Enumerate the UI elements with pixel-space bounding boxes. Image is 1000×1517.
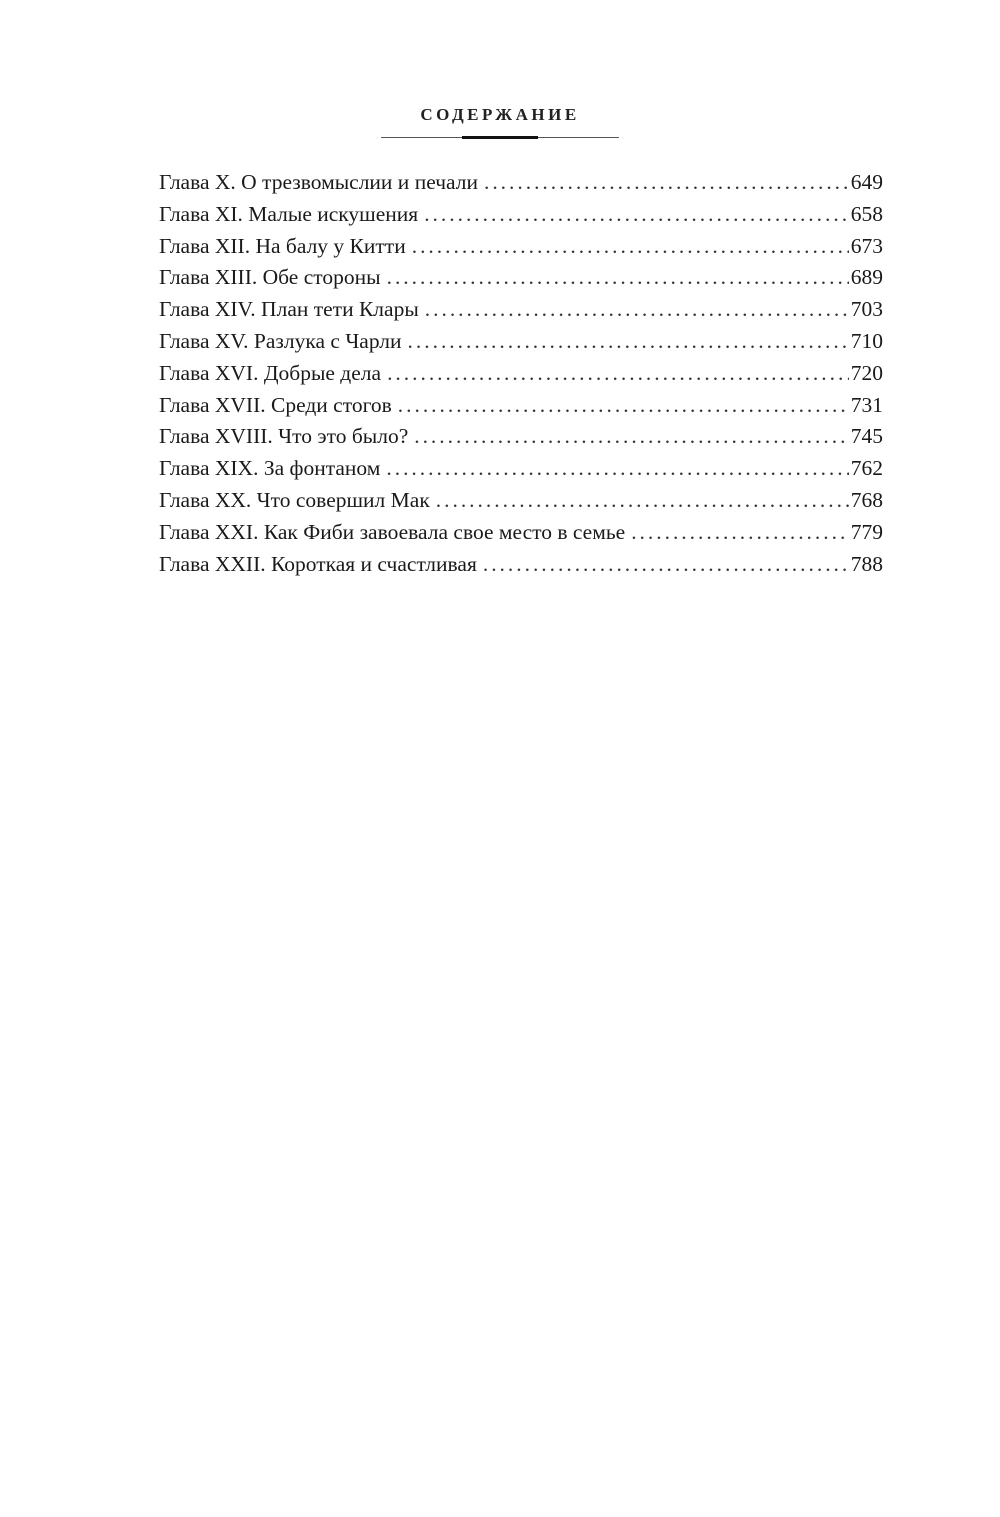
toc-entry-title: Глава XIV. План тети Клары — [159, 297, 419, 322]
toc-entry-title: Глава X. О трезвомыслии и печали — [159, 170, 478, 194]
toc-entry-chapter-13[interactable] — [159, 262, 883, 294]
toc-dot-leader — [398, 390, 849, 422]
toc-entry-chapter-21[interactable] — [159, 517, 883, 549]
toc-entry-page: 703 — [850, 297, 883, 322]
toc-dot-leader — [387, 358, 849, 390]
toc-entry-chapter-12[interactable] — [159, 231, 883, 263]
toc-entry-chapter-20[interactable] — [159, 485, 883, 517]
page-title: СОДЕРЖАНИЕ — [420, 105, 580, 124]
toc-entry-page: 720 — [850, 360, 883, 385]
toc-dot-leader — [483, 549, 849, 581]
toc-dot-leader — [408, 326, 849, 358]
toc-entry-title: Глава XXII. Короткая и счастливая — [159, 551, 477, 576]
toc-dot-leader — [424, 199, 849, 231]
toc-entry-title: Глава XXI. Как Фиби завоевала свое место в семье — [159, 519, 626, 544]
toc-entry-title: Глава XIII. Обе стороны — [159, 265, 381, 290]
toc-entry-page: 745 — [850, 424, 883, 449]
toc-dot-leader — [386, 453, 848, 485]
toc-dot-leader — [425, 294, 849, 326]
toc-entry-page: 762 — [850, 456, 883, 481]
toc-entry-chapter-10[interactable] — [159, 167, 883, 199]
toc-entry-page: 731 — [850, 392, 883, 417]
toc-dot-leader — [387, 262, 849, 294]
heading-divider-accent — [462, 136, 538, 139]
toc-entry-page: 649 — [850, 170, 883, 194]
toc-entry-page: 779 — [850, 519, 883, 544]
toc-dot-leader — [436, 485, 849, 517]
toc-entry-page: 768 — [850, 487, 883, 512]
toc-entry-page: 689 — [850, 265, 883, 290]
toc-entry-title: Глава XX. Что совершил Мак — [159, 487, 430, 512]
toc-entry-title: Глава XVIII. Что это было? — [159, 424, 409, 449]
toc-dot-leader — [631, 517, 849, 549]
toc-dot-leader — [484, 167, 849, 199]
toc-entry-page: 788 — [850, 551, 883, 576]
toc-entry-chapter-19[interactable] — [159, 453, 883, 485]
toc-entry-chapter-11[interactable] — [159, 199, 883, 231]
toc-entry-title: Глава XII. На балу у Китти — [159, 233, 406, 258]
toc-entry-chapter-15[interactable] — [159, 326, 883, 358]
toc-entry-title: Глава XVI. Добрые дела — [159, 360, 382, 385]
toc-entry-title: Глава XVII. Среди стогов — [159, 392, 392, 417]
toc-entry-page: 673 — [850, 233, 883, 258]
toc-dot-leader — [412, 231, 849, 263]
toc-entry-chapter-16[interactable] — [159, 358, 883, 390]
toc-entry-chapter-17[interactable] — [159, 390, 883, 422]
toc-entry-title: Глава XI. Малые искушения — [159, 201, 419, 226]
toc-entry-chapter-22[interactable] — [159, 549, 883, 581]
toc-entry-chapter-14[interactable] — [159, 294, 883, 326]
toc-entry-title: Глава XV. Разлука с Чарли — [159, 328, 402, 353]
toc-dot-leader — [414, 421, 849, 453]
toc-entry-page: 710 — [850, 328, 883, 353]
toc-entry-chapter-18[interactable] — [159, 421, 883, 453]
toc-entry-title: Глава XIX. За фонтаном — [159, 456, 381, 481]
toc-entry-page: 658 — [850, 201, 883, 226]
table-of-contents — [159, 167, 883, 580]
